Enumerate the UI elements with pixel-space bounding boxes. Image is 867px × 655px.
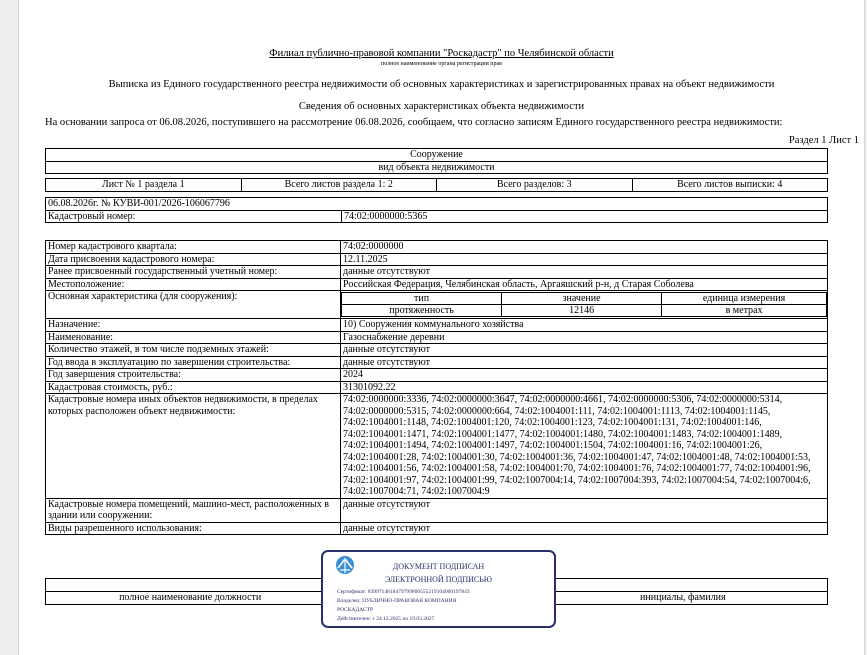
cadastral-number-value: 74:02:0000000:5365: [342, 210, 828, 223]
object-type-table: [45, 148, 828, 174]
char-head-type: тип: [342, 293, 502, 305]
total-sections: Всего разделов: 3: [437, 179, 633, 192]
object-type: Сооружение: [46, 149, 828, 162]
section-title: Сведения об основных характеристиках объекта недвижимости: [298, 101, 585, 112]
rooms-value: данные отсутствуют: [341, 498, 828, 522]
within-objects-value: 74:02:0000000:3336, 74:02:0000000:3647, 74:02:0000000:4661, 74:02:0000000:5306, 74:02:0000000:5314, 74:02:0000000:5315, 74:02:0000000:664, 74:02:1004001:111, 74:02:1004001:1113, 74:02:1004001:1145, 74:02:1004001:1148, 74:02:1004001:120, 74:02:1004001:123, 74:02:1004001:131, 74:02:1004001:146, 74:02:1004001:1471, 74:02:1004001:1477, 74:02:1004001:1480, 74:02:1004001:1483, 74:02:1004001:1489, 74:02:1004001:1494, 74:02:1004001:1497, 74:02:1004001:1504, 74:02:1004001:16, 74:02:1004001:26, 74:02:1004001:28, 74:02:1004001:30, 74:02:1004001:36, 74:02:1004001:47, 74:02:1004001:48, 74:02:1004001:53, 74:02:1004001:56, 74:02:1004001:58, 74:02:1004001:70, 74:02:1004001:76, 74:02:1004001:77, 74:02:1004001:96, 74:02:1004001:97, 74:02:1004001:99, 74:02:1007004:14, 74:02:1007004:393, 74:02:1007004:54, 74:02:1007004:6, 74:02:1007004:71, 74:02:1007004:9: [341, 394, 828, 499]
char-head-value: значение: [502, 293, 662, 305]
usage-value: данные отсутствуют: [341, 522, 828, 535]
name-label: Наименование:: [46, 331, 341, 344]
document-page: [18, 0, 865, 655]
char-value: 12146: [502, 305, 662, 317]
prev-number-value: данные отсутствуют: [341, 266, 828, 279]
rooms-label: Кадастровые номера помещений, машино-мест, расположенных в здании или сооружении:: [46, 498, 341, 522]
stamp-cert: Сертификат: 8399714818479799800555219104000197843: [337, 589, 470, 595]
char-type: протяженность: [342, 305, 502, 317]
usage-label: Виды разрешенного использования:: [46, 522, 341, 535]
main-char-table: [341, 292, 827, 317]
sheet-number: Лист № 1 раздела 1: [46, 179, 242, 192]
extract-title: Выписка из Единого государственного реестра недвижимости об основных характеристиках и зарегистрированных правах на объект недвижимости: [108, 79, 775, 90]
stamp-valid: Действителен: с 24.12.2025 по 19.03.2027: [337, 616, 435, 622]
e-signature-stamp: [321, 550, 556, 628]
initials-caption: инициалы, фамилия: [538, 592, 827, 605]
stamp-owner2: РОСКАДАСТР: [337, 607, 374, 613]
doc-number-table: [45, 197, 828, 223]
cost-value: 31301092.22: [341, 381, 828, 394]
char-head-unit: единица измерения: [662, 293, 827, 305]
floors-label: Количество этажей, в том числе подземных этажей:: [46, 344, 341, 357]
floors-value: данные отсутствуют: [341, 344, 828, 357]
name-value: Газоснабжение деревни: [341, 331, 828, 344]
date-label: Дата присвоения кадастрового номера:: [46, 253, 341, 266]
total-sheets-section: Всего листов раздела 1: 2: [241, 179, 437, 192]
characteristics-table: [45, 240, 828, 535]
doc-number: 06.08.2026г. № КУВИ-001/2026-106067796: [46, 198, 828, 211]
position-caption: полное наименование должности: [46, 592, 335, 605]
sheets-table: [45, 178, 828, 192]
purpose-label: Назначение:: [46, 319, 341, 332]
purpose-value: 10) Сооружения коммунального хозяйства: [341, 319, 828, 332]
char-unit: в метрах: [662, 305, 827, 317]
cadastral-number-label: Кадастровый номер:: [46, 210, 342, 223]
built-year-label: Год завершения строительства:: [46, 369, 341, 382]
razdel-label: Раздел 1 Лист 1: [788, 135, 859, 146]
commission-value: данные отсутствуют: [341, 356, 828, 369]
object-type-caption: вид объекта недвижимости: [46, 161, 828, 174]
main-char-label: Основная характеристика (для сооружения):: [46, 291, 341, 319]
quarter-label: Номер кадастрового квартала:: [46, 241, 341, 254]
cost-label: Кадастровая стоимость, руб.:: [46, 381, 341, 394]
stamp-line1: ДОКУМЕНТ ПОДПИСАН: [392, 562, 485, 571]
quarter-value: 74:02:0000000: [341, 241, 828, 254]
org-title: Филиал публично-правовой компании "Роскадастр" по Челябинской области: [269, 48, 614, 59]
prev-number-label: Ранее присвоенный государственный учетный номер:: [46, 266, 341, 279]
location-value: Российская Федерация, Челябинская область, Аргаяшский р-н, д Старая Соболева: [341, 278, 828, 291]
built-year-value: 2024: [341, 369, 828, 382]
basis-text: На основании запроса от 06.08.2026, поступившего на рассмотрение 06.08.2026, сообщаем, что согласно записям Единого государственного реестра недвижимости:: [45, 117, 783, 128]
stamp-line2: ЭЛЕКТРОННОЙ ПОДПИСЬЮ: [384, 575, 493, 584]
org-caption: полное наименование органа регистрации прав: [380, 61, 503, 67]
total-sheets-extract: Всего листов выписки: 4: [632, 179, 828, 192]
stamp-owner1: Владелец: ПУБЛИЧНО-ПРАВОВАЯ КОМПАНИЯ: [337, 598, 457, 604]
within-objects-label: Кадастровые номера иных объектов недвижимости, в пределах которых расположен объект недвижимости:: [46, 394, 341, 499]
date-value: 12.11.2025: [341, 253, 828, 266]
location-label: Местоположение:: [46, 278, 341, 291]
commission-label: Год ввода в эксплуатацию по завершении строительства:: [46, 356, 341, 369]
